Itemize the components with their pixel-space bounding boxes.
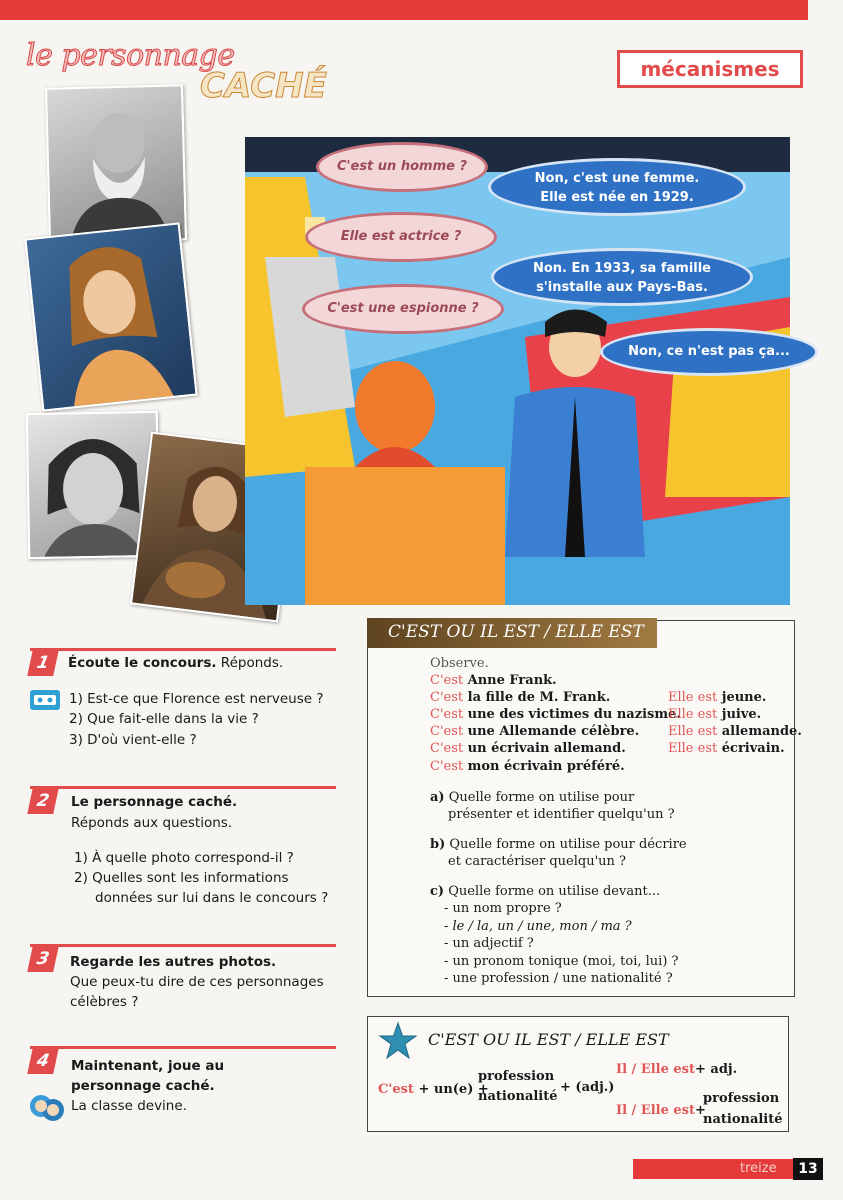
grammar-left-row-6: C'est mon écrivain préféré. — [430, 759, 625, 774]
exercise-4-title-line2: personnage caché. — [71, 1078, 215, 1094]
grammar-box-title: C'EST OU IL EST / ELLE EST — [388, 622, 644, 642]
question-c-item-4: - un pronom tonique (moi, toi, lui) ? — [444, 954, 679, 969]
grammar-left-row-3: C'est une des victimes du nazisme. — [430, 707, 681, 722]
exercise-1-number: 1 — [27, 650, 59, 676]
summary-title: C'EST OU IL EST / ELLE EST — [428, 1030, 669, 1049]
exercise-2-item-2: 2) Quelles sont les informations — [74, 870, 289, 886]
page-title-line2: CACHÉ — [200, 66, 327, 106]
grammar-right-row-2: Elle est juive. — [668, 707, 762, 722]
exercise-2-item-3: données sur lui dans le concours ? — [95, 890, 329, 906]
question-a-line1: a) Quelle forme on utilise pour — [430, 790, 635, 805]
exercise-3-bar — [30, 944, 336, 947]
exercise-1-title — [68, 654, 283, 673]
photo-woman-singer — [24, 222, 197, 411]
grammar-left-row-1: C'est Anne Frank. — [430, 673, 557, 688]
summary-il-elle-profession: Il / Elle est+ — [616, 1103, 706, 1118]
question-a-line2: présenter et identifier quelqu'un ? — [448, 807, 675, 822]
section-badge: mécanismes — [617, 50, 803, 88]
exercise-2-item-1: 1) À quelle photo correspond-il ? — [74, 850, 294, 866]
exercise-1-title-bold: Écoute le concours. — [68, 655, 217, 671]
exercise-2-bar — [30, 786, 336, 789]
exercise-4-number: 4 — [27, 1048, 59, 1074]
speech-bubble-2-line1: Non, c'est une femme. — [534, 171, 700, 186]
speech-bubble-6: Non, ce n'est pas ça... — [600, 328, 818, 376]
portrait-illustration — [47, 86, 185, 241]
speech-bubble-3: Elle est actrice ? — [305, 212, 497, 262]
question-c-item-2: - le / la, un / une, mon / ma ? — [444, 919, 632, 934]
cassette-icon — [30, 690, 60, 710]
summary-nationalite-2: nationalité — [703, 1112, 783, 1127]
exercise-1-title-rest: Réponds. — [216, 655, 284, 671]
grammar-right-row-3: Elle est allemande. — [668, 724, 802, 739]
speech-bubble-5: C'est une espionne ? — [302, 284, 504, 334]
question-c-item-3: - un adjectif ? — [444, 936, 534, 951]
summary-profession: profession — [478, 1069, 555, 1084]
summary-profession-2: profession — [703, 1091, 780, 1106]
grammar-left-row-2: C'est la fille de M. Frank. — [430, 690, 611, 705]
question-b-line2: et caractériser quelqu'un ? — [448, 854, 626, 869]
summary-cest-formula: C'est + un(e) + — [378, 1082, 489, 1097]
page-number: 13 — [793, 1158, 823, 1180]
exercise-4-title-line1: Maintenant, joue au — [71, 1058, 225, 1074]
exercise-3-number: 3 — [27, 946, 59, 972]
grammar-right-row-1: Elle est jeune. — [668, 690, 767, 705]
speech-bubble-2 — [488, 158, 746, 216]
question-b-line1: b) Quelle forme on utilise pour décrire — [430, 837, 687, 852]
summary-nationalite: nationalité — [478, 1089, 558, 1104]
exercise-1-item-2: 2) Que fait-elle dans la vie ? — [69, 711, 259, 727]
summary-il-elle-adj: Il / Elle est+ adj. — [616, 1062, 738, 1077]
exercise-1-item-1: 1) Est-ce que Florence est nerveuse ? — [69, 691, 324, 707]
two-faces-icon-shape — [28, 1088, 66, 1130]
grammar-left-row-4: C'est une Allemande célèbre. — [430, 724, 640, 739]
page-title-line1: le personnage — [26, 38, 235, 73]
question-c-item-5: - une profession / une nationalité ? — [444, 971, 673, 986]
exercise-2-number: 2 — [27, 788, 59, 814]
footer-page-word: treize — [740, 1161, 777, 1176]
speech-bubble-4-line1: Non. En 1933, sa famille — [532, 261, 712, 276]
grammar-left-row-5: C'est un écrivain allemand. — [430, 741, 626, 756]
grammar-right-row-4: Elle est écrivain. — [668, 741, 785, 756]
grammar-observe: Observe. — [430, 656, 489, 671]
exercise-4-bar — [30, 1046, 336, 1049]
summary-adj-optional: + (adj.) — [560, 1080, 615, 1095]
question-c-line1: c) Quelle forme on utilise devant... — [430, 884, 661, 899]
exercise-2-title: Le personnage caché. — [71, 794, 238, 810]
exercise-4-subtitle: La classe devine. — [71, 1098, 187, 1114]
speech-bubble-4-line2: s'installe aux Pays-Bas. — [536, 280, 708, 295]
exercise-2-subtitle: Réponds aux questions. — [71, 815, 233, 831]
exercise-3-line-2: célèbres ? — [70, 994, 139, 1010]
star-icon-shape — [378, 1021, 418, 1061]
question-c-item-1: - un nom propre ? — [444, 901, 562, 916]
photo-bearded-man — [45, 84, 187, 244]
speech-bubble-2-line2: Elle est née en 1929. — [540, 190, 694, 205]
two-faces-icon — [28, 1088, 66, 1130]
speech-bubble-4 — [491, 248, 753, 306]
exercise-1-bar — [30, 648, 336, 651]
top-red-bar — [0, 0, 808, 20]
star-icon — [378, 1021, 418, 1061]
cassette-icon-shape — [30, 690, 60, 710]
speech-bubble-1: C'est un homme ? — [316, 142, 488, 192]
exercise-1-item-3: 3) D'où vient-elle ? — [69, 732, 197, 748]
exercise-3-line-1: Que peux-tu dire de ces personnages — [70, 974, 324, 990]
exercise-3-title: Regarde les autres photos. — [70, 954, 277, 970]
portrait-illustration — [27, 225, 196, 410]
